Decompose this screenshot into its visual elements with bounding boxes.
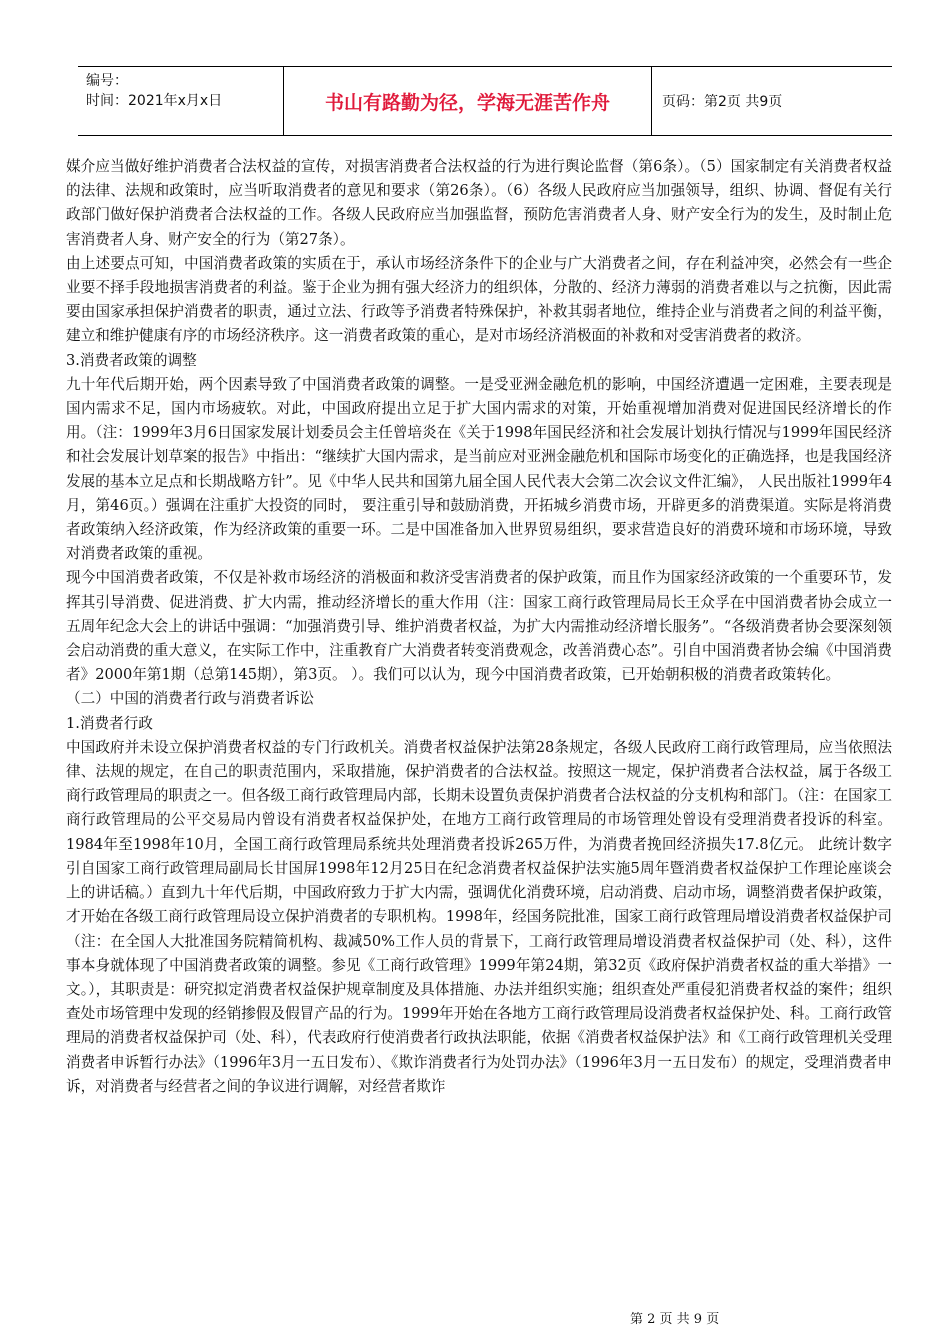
document-body: [66, 155, 892, 1099]
paragraph: 中国政府并未设立保护消费者权益的专门行政机关。消费者权益保护法第28条规定，各级人民政府工商行政管理局，应当依照法律、法规的规定，在自己的职责范围内，采取措施，保护消费者的合法权益。按照这一规定，保护消费者合法权益，属于各级工商行政管理局的职责之一。但各级工商行政管理局内部，长期未设置负责保护消费者合法权益的分支机构和部门。（注：在国家工商行政管理局的公平交易局内曾设有消费者权益保护处，在地方工商行政管理局的市场管理处曾设有受理消费者投诉的科室。1984年至1998年10月，全国工商行政管理局系统共处理消费者投诉265万件，为消费者挽回经济损失17.8亿元。 此统计数字引自国家工商行政管理局副局长甘国屏1998年12月25日在纪念消费者权益保护法实施5周年暨消费者权益保护工作理论座谈会上的讲话稿。）直到九十年代后期，中国政府致力于扩大内需，强调优化消费环境，启动消费、启动市场，调整消费者保护政策，才开始在各级工商行政管理局设立保护消费者的专职机构。1998年，经国务院批准，国家工商行政管理局增设消费者权益保护司（注：在全国人大批准国务院精简机构、裁减50%工作人员的背景下，工商行政管理局增设消费者权益保护司（处、科），这件事本身就体现了中国消费者政策的调整。参见《工商行政管理》1999年第24期，第32页《政府保护消费者权益的重大举措》一文。），其职责是：研究拟定消费者权益保护规章制度及具体措施、办法并组织实施；组织查处严重侵犯消费者权益的案件；组织查处市场管理中发现的经销掺假及假冒产品的行为。1999年开始在各地方工商行政管理局设消费者权益保护处、科。工商行政管理局的消费者权益保护司（处、科），代表政府行使消费者行政执法职能，依据《消费者权益保护法》和《工商行政管理机关受理消费者申诉暂行办法》（1996年3月一五日发布）、《欺诈消费者行为处罚办法》（1996年3月一五日发布）的规定，受理消费者申诉，对消费者与经营者之间的争议进行调解，对经营者欺诈: [66, 738, 892, 1095]
page-header: [78, 66, 892, 136]
header-meta: [78, 67, 283, 135]
page-footer: 第 2 页 共 9 页: [630, 1312, 720, 1327]
paragraph: 由上述要点可知，中国消费者政策的实质在于，承认市场经济条件下的企业与广大消费者之间，存在利益冲突，必然会有一些企业要不择手段地损害消费者的利益。鉴于企业为拥有强大经济力的组织体，分散的、经济力薄弱的消费者难以与之抗衡，因此需要由国家承担保护消费者的职责，通过立法、行政等予消费者特殊保护，补救其弱者地位，维持企业与消费者之间的利益平衡，建立和维护健康有序的市场经济秩序。这一消费者政策的重心，是对市场经济消极面的补救和对受害消费者的救济。: [66, 254, 892, 345]
paragraph: 现今中国消费者政策，不仅是补救市场经济的消极面和救济受害消费者的保护政策，而且作为国家经济政策的一个重要环节，发挥其引导消费、促进消费、扩大内需，推动经济增长的重大作用（注：国家工商行政管理局局长王众孚在中国消费者协会成立一五周年纪念大会上的讲话中强调：“加强消费引导、维护消费者权益，为扩大内需推动经济增长服务”。“各级消费者协会要深刻领会启动消费的重大意义，在实际工作中，注重教育广大消费者转变消费观念，改善消费心态”。引自中国消费者协会编《中国消费者》2000年第1期（总第145期），第3页。 ）。我们可以认为，现今中国消费者政策，已开始朝积极的消费者政策转化。: [66, 569, 892, 684]
section-heading: （二）中国的消费者行政与消费者诉讼: [66, 690, 315, 708]
section-heading: 1.消费者行政: [66, 714, 153, 732]
paragraph: 媒介应当做好维护消费者合法权益的宣传，对损害消费者合法权益的行为进行舆论监督（第6条）。（5）国家制定有关消费者权益的法律、法规和政策时，应当听取消费者的意见和要求（第26条）。（6）各级人民政府应当加强领导，组织、协调、督促有关行政部门做好保护消费者合法权益的工作。各级人民政府应当加强监督，预防危害消费者人身、财产安全行为的发生，及时制止危害消费者人身、财产安全的行为（第27条）。: [66, 158, 892, 248]
document-number-label: 编号：: [86, 73, 128, 89]
document-time-label: 时间：2021年x月x日: [86, 93, 223, 109]
header-motto: 书山有路勤为径，学海无涯苦作舟: [283, 67, 652, 135]
section-heading: 3.消费者政策的调整: [66, 351, 197, 369]
paragraph: 九十年代后期开始，两个因素导致了中国消费者政策的调整。一是受亚洲金融危机的影响，中国经济遭遇一定困难，主要表现是国内需求不足，国内市场疲软。对此，中国政府提出立足于扩大国内需求的对策，开始重视增加消费对促进国民经济增长的作用。（注：1999年3月6日国家发展计划委员会主任曾培炎在《关于1998年国民经济和社会发展计划执行情况与1999年国民经济和社会发展计划草案的报告》中指出：“继续扩大国内需求，是当前应对亚洲金融危机和国际市场变化的正确选择，也是我国经济发展的基本立足点和长期战略方针”。见《中华人民共和国第九届全国人民代表大会第二次会议文件汇编》， 人民出版社1999年4月，第46页。）强调在注重扩大投资的同时， 要注重引导和鼓励消费，开拓城乡消费市场，开辟更多的消费渠道。实际是将消费者政策纳入经济政策，作为经济政策的重要一环。二是中国准备加入世界贸易组织，要求营造良好的消费环境和市场环境，导致对消费者政策的重视。: [66, 375, 892, 563]
header-page-info: 页码：第2页 共9页: [662, 94, 783, 110]
